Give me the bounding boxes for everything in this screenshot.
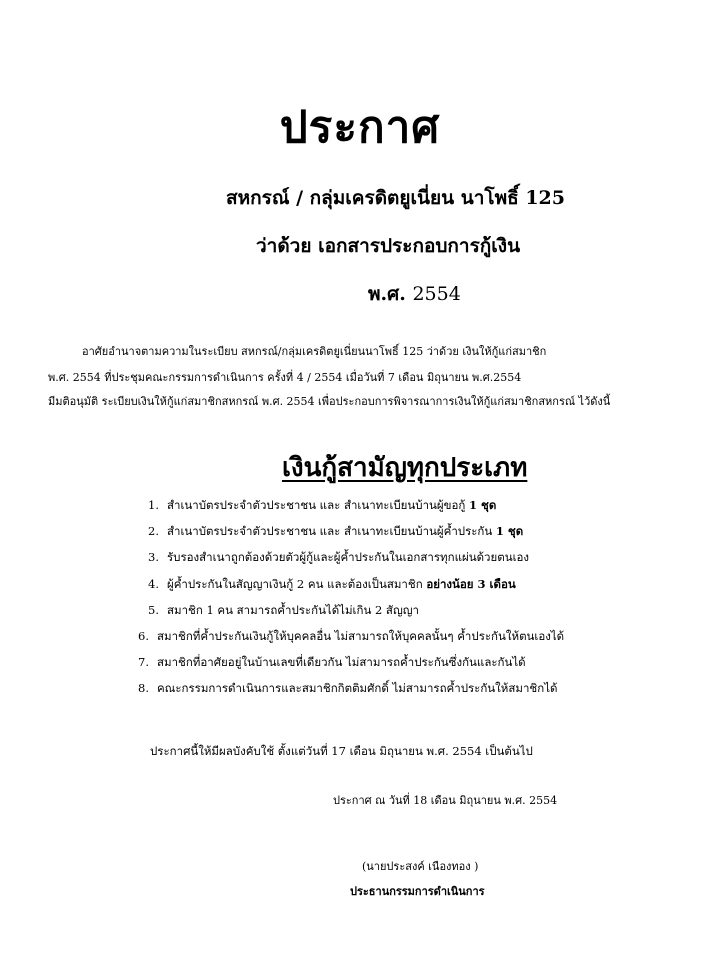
item-number: 2. [148,524,159,538]
requirement-item [148,549,529,567]
item-text: สมาชิกที่ค้ำประกันเงินกู้ให้บุคคลอื่น ไม่สามารถให้บุคคลนั้นๆ ค้ำประกันให้ตนเองได้ [156,629,565,643]
preamble-line-2: พ.ศ. 2554 ที่ประชุมคณะกรรมการดำเนินการ ครั้งที่ 4 / 2554 เมื่อวันที่ 7 เดือน มิถุนายน พ.ศ.2554 [48,371,522,384]
organization-subtitle: สหกรณ์ / กลุ่มเครดิตยูเนี่ยน นาโพธิ์ 125 [226,187,565,209]
signer-name: (นายประสงค์ เนืองทอง ) [362,860,479,873]
effective-date-line: ประกาศนี้ให้มีผลบังคับใช้ ตั้งแต่วันที่ 17 เดือน มิถุนายน พ.ศ. 2554 เป็นต้นไป [150,744,533,758]
year-value: 2554 [412,283,461,305]
section-heading: เงินกู้สามัญทุกประเภท [282,453,528,483]
requirement-item [148,497,496,515]
item-text: สำเนาบัตรประจำตัวประชาชน และ สำเนาทะเบียนบ้านผู้ขอกู้ [166,498,470,512]
year-subtitle [368,279,461,309]
item-emphasis: 1 ชุด [469,498,497,512]
item-number: 4. [148,577,159,591]
item-text: รับรองสำเนาถูกต้องด้วยตัวผู้กู้และผู้ค้ำประกันในเอกสารทุกแผ่นด้วยตนเอง [166,550,530,564]
preamble-line-3: มีมติอนุมัติ ระเบียบเงินให้กู้แก่สมาชิกสหกรณ์ พ.ศ. 2554 เพื่อประกอบการพิจารณาการเงินให้กู้แก่สมาชิกสหกรณ์ ไว้ดังนี้ [48,395,611,408]
signer-title: ประธานกรรมการดำเนินการ [350,885,485,898]
page-title: ประกาศ [279,102,441,153]
announcement-date-line: ประกาศ ณ วันที่ 18 เดือน มิถุนายน พ.ศ. 2554 [333,794,558,807]
preamble-line-1: อาศัยอำนาจตามความในระเบียบ สหกรณ์/กลุ่มเครดิตยูเนี่ยนนาโพธิ์ 125 ว่าด้วย เงินให้กู้แก่สมาชิก [82,345,547,358]
item-emphasis: 1 ชุด [495,524,524,538]
item-text: สมาชิก 1 คน สามารถค้ำประกันได้ไม่เกิน 2 สัญญา [166,603,420,617]
requirement-item [148,523,523,541]
item-text: ผู้ค้ำประกันในสัญญาเงินกู้ 2 คน และต้องเป็นสมาชิก [166,577,427,591]
requirement-item [138,654,526,672]
topic-subtitle: ว่าด้วย เอกสารประกอบการกู้เงิน [256,235,521,257]
requirement-item [138,680,557,698]
item-emphasis: อย่างน้อย 3 เดือน [426,577,516,591]
year-label: พ.ศ. [368,283,406,305]
item-number: 5. [148,603,159,617]
item-text: คณะกรรมการดำเนินการและสมาชิกกิตติมศักดิ์ ไม่สามารถค้ำประกันให้สมาชิกได้ [156,681,558,695]
item-number: 1. [148,498,159,512]
item-number: 3. [148,550,159,564]
requirement-item [138,628,564,646]
item-text: สมาชิกที่อาศัยอยู่ในบ้านเลขที่เดียวกัน ไม่สามารถค้ำประกันซึ่งกันและกันได้ [156,655,526,669]
item-number: 6. [138,629,149,643]
item-number: 8. [138,681,149,695]
requirement-item [148,576,516,594]
item-text: สำเนาบัตรประจำตัวประชาชน และ สำเนาทะเบียนบ้านผู้ค้ำประกัน [166,524,496,538]
item-number: 7. [138,655,149,669]
requirement-item [148,602,419,620]
